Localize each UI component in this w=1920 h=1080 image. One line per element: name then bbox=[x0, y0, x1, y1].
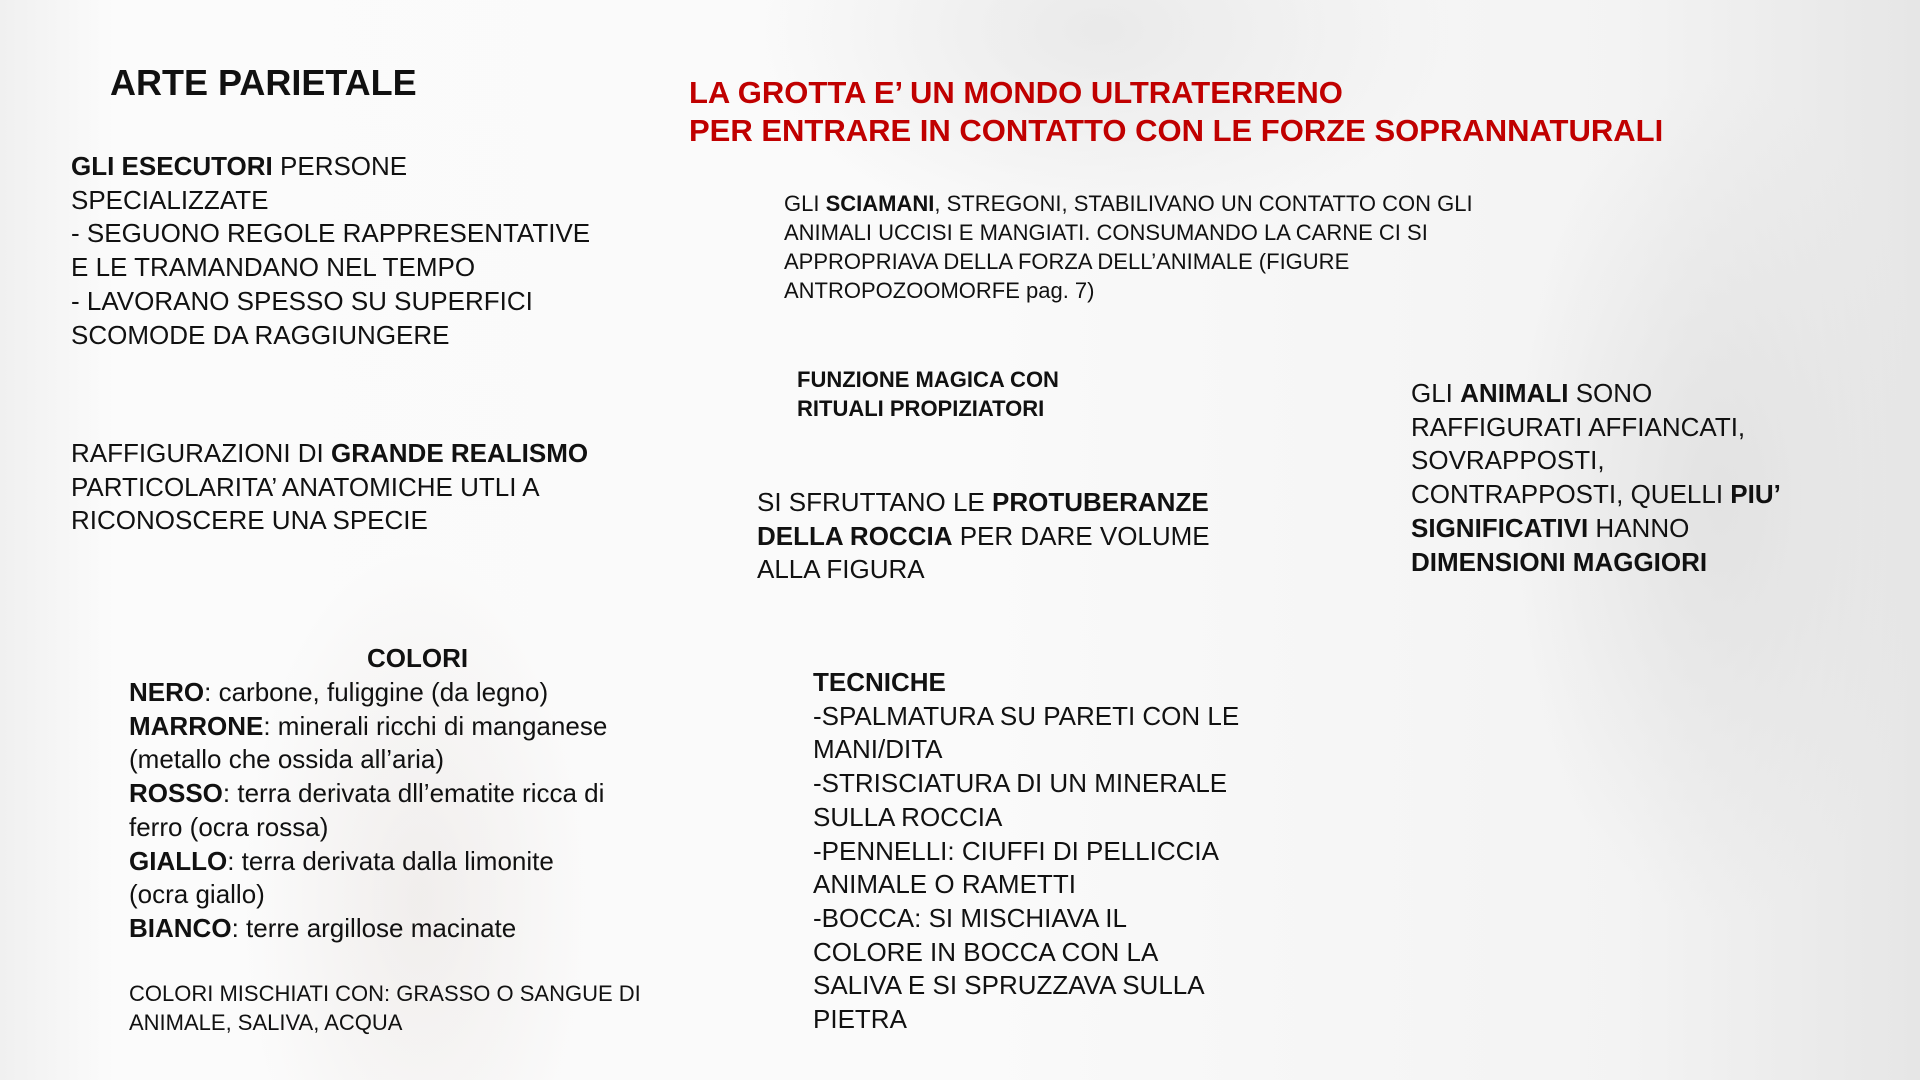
text-line: - LAVORANO SPESSO SU SUPERFICI bbox=[71, 285, 533, 316]
text: PERSONE bbox=[272, 151, 408, 181]
text-line bbox=[1411, 478, 1781, 512]
text-line: COLORI MISCHIATI CON: GRASSO O SANGUE DI bbox=[129, 981, 641, 1006]
bold-term: SCIAMANI bbox=[825, 191, 935, 216]
color-desc: : terra derivata dalla limonite bbox=[227, 845, 554, 876]
text-line: FUNZIONE MAGICA CON bbox=[797, 367, 1059, 392]
colori-note bbox=[129, 979, 641, 1037]
text-line: RAFFIGURATI AFFIANCATI, bbox=[1411, 411, 1746, 442]
animali-block bbox=[1411, 377, 1781, 579]
text-line: -PENNELLI: CIUFFI DI PELLICCIA bbox=[813, 835, 1219, 866]
color-item bbox=[129, 710, 607, 744]
text-line bbox=[1411, 512, 1781, 546]
text-line bbox=[1411, 377, 1781, 411]
text-line bbox=[1411, 546, 1781, 580]
text-line: PARTICOLARITA’ ANATOMICHE UTLI A bbox=[71, 471, 540, 502]
text-line bbox=[757, 520, 1210, 554]
text-line bbox=[757, 486, 1210, 520]
headline-line: LA GROTTA E’ UN MONDO ULTRATERRENO bbox=[689, 75, 1343, 110]
text-line: SULLA ROCCIA bbox=[813, 801, 1003, 832]
bold-term: GLI ESECUTORI bbox=[71, 151, 273, 181]
text: SI SFRUTTANO LE bbox=[757, 487, 992, 517]
text: RAFFIGURAZIONI DI bbox=[71, 438, 331, 468]
text-line: SALIVA E SI SPRUZZAVA SULLA bbox=[813, 970, 1205, 1001]
realismo-block bbox=[71, 437, 588, 538]
text: PER DARE VOLUME bbox=[952, 520, 1210, 551]
text-line: ANIMALI UCCISI E MANGIATI. CONSUMANDO LA CARNE CI SI bbox=[784, 220, 1428, 245]
colori-heading: COLORI bbox=[367, 643, 469, 673]
text-line: - SEGUONO REGOLE RAPPRESENTATIVE bbox=[71, 218, 591, 249]
color-desc: : carbone, fuliggine (da legno) bbox=[204, 677, 549, 707]
text-line: ANTROPOZOOMORFE pag. 7) bbox=[784, 278, 1095, 303]
color-item bbox=[129, 912, 607, 946]
protuberanze-block bbox=[757, 486, 1210, 587]
color-item-cont: ferro (ocra rossa) bbox=[129, 811, 329, 842]
bold-term: PIU’ bbox=[1730, 479, 1781, 510]
color-item bbox=[129, 676, 607, 710]
text: GLI bbox=[784, 191, 826, 216]
color-name: MARRONE bbox=[129, 710, 264, 741]
text-line: ANIMALE O RAMETTI bbox=[813, 869, 1076, 900]
text: , STREGONI, STABILIVANO UN CONTATTO CON GLI bbox=[934, 191, 1473, 216]
color-desc: : terra derivata dll’ematite ricca di bbox=[222, 778, 605, 809]
colori-list bbox=[129, 676, 607, 946]
color-item bbox=[129, 845, 607, 879]
bold-term: DIMENSIONI MAGGIORI bbox=[1411, 546, 1708, 577]
tecniche-block bbox=[813, 666, 1239, 1037]
headline-line: PER ENTRARE IN CONTATTO CON LE FORZE SOPRANNATURALI bbox=[689, 113, 1664, 148]
text-line bbox=[71, 150, 590, 184]
text-line: RICONOSCERE UNA SPECIE bbox=[71, 505, 428, 536]
text: SONO bbox=[1568, 378, 1653, 408]
text-line: -BOCCA: SI MISCHIAVA IL bbox=[813, 902, 1127, 933]
text-line: SOVRAPPOSTI, bbox=[1411, 445, 1605, 476]
color-desc: : terre argillose macinate bbox=[231, 912, 517, 943]
text-line: SPECIALIZZATE bbox=[71, 184, 269, 215]
text-line: RITUALI PROPIZIATORI bbox=[797, 396, 1045, 421]
bold-term: SIGNIFICATIVI bbox=[1411, 512, 1589, 543]
bold-term: PROTUBERANZE bbox=[992, 487, 1209, 517]
text: GLI bbox=[1411, 378, 1461, 408]
text: HANNO bbox=[1588, 512, 1690, 543]
text-line bbox=[784, 189, 1473, 218]
funzione-block bbox=[797, 365, 1059, 423]
esecutori-block bbox=[71, 150, 590, 352]
color-item bbox=[129, 777, 607, 811]
text-line: SCOMODE DA RAGGIUNGERE bbox=[71, 319, 450, 350]
bold-term: DELLA ROCCIA bbox=[757, 520, 953, 551]
text-line bbox=[71, 437, 588, 471]
sciamani-block bbox=[784, 189, 1473, 305]
headline bbox=[689, 74, 1663, 150]
bold-term: ANIMALI bbox=[1460, 378, 1569, 408]
text-line: E LE TRAMANDANO NEL TEMPO bbox=[71, 252, 476, 283]
color-name: NERO bbox=[129, 677, 205, 707]
color-name: ROSSO bbox=[129, 778, 223, 809]
text-line: -STRISCIATURA DI UN MINERALE bbox=[813, 768, 1228, 799]
color-item-cont: (metallo che ossida all’aria) bbox=[129, 744, 445, 775]
text-line: PIETRA bbox=[813, 1004, 907, 1035]
tecniche-heading: TECNICHE bbox=[813, 667, 946, 697]
text: CONTRAPPOSTI, QUELLI bbox=[1411, 479, 1731, 510]
text-line: -SPALMATURA SU PARETI CON LE bbox=[813, 700, 1240, 731]
bold-term: GRANDE REALISMO bbox=[331, 438, 589, 468]
text-line: ALLA FIGURA bbox=[757, 554, 925, 585]
page-title: ARTE PARIETALE bbox=[110, 62, 417, 103]
color-name: GIALLO bbox=[129, 845, 228, 876]
color-item-cont: (ocra giallo) bbox=[129, 879, 265, 910]
text-line: COLORE IN BOCCA CON LA bbox=[813, 936, 1159, 967]
color-desc: : minerali ricchi di manganese bbox=[263, 710, 608, 741]
text-line: ANIMALE, SALIVA, ACQUA bbox=[129, 1010, 403, 1035]
text-line: MANI/DITA bbox=[813, 734, 943, 765]
color-name: BIANCO bbox=[129, 912, 232, 943]
text-line: APPROPRIAVA DELLA FORZA DELL’ANIMALE (FIGURE bbox=[784, 249, 1350, 274]
